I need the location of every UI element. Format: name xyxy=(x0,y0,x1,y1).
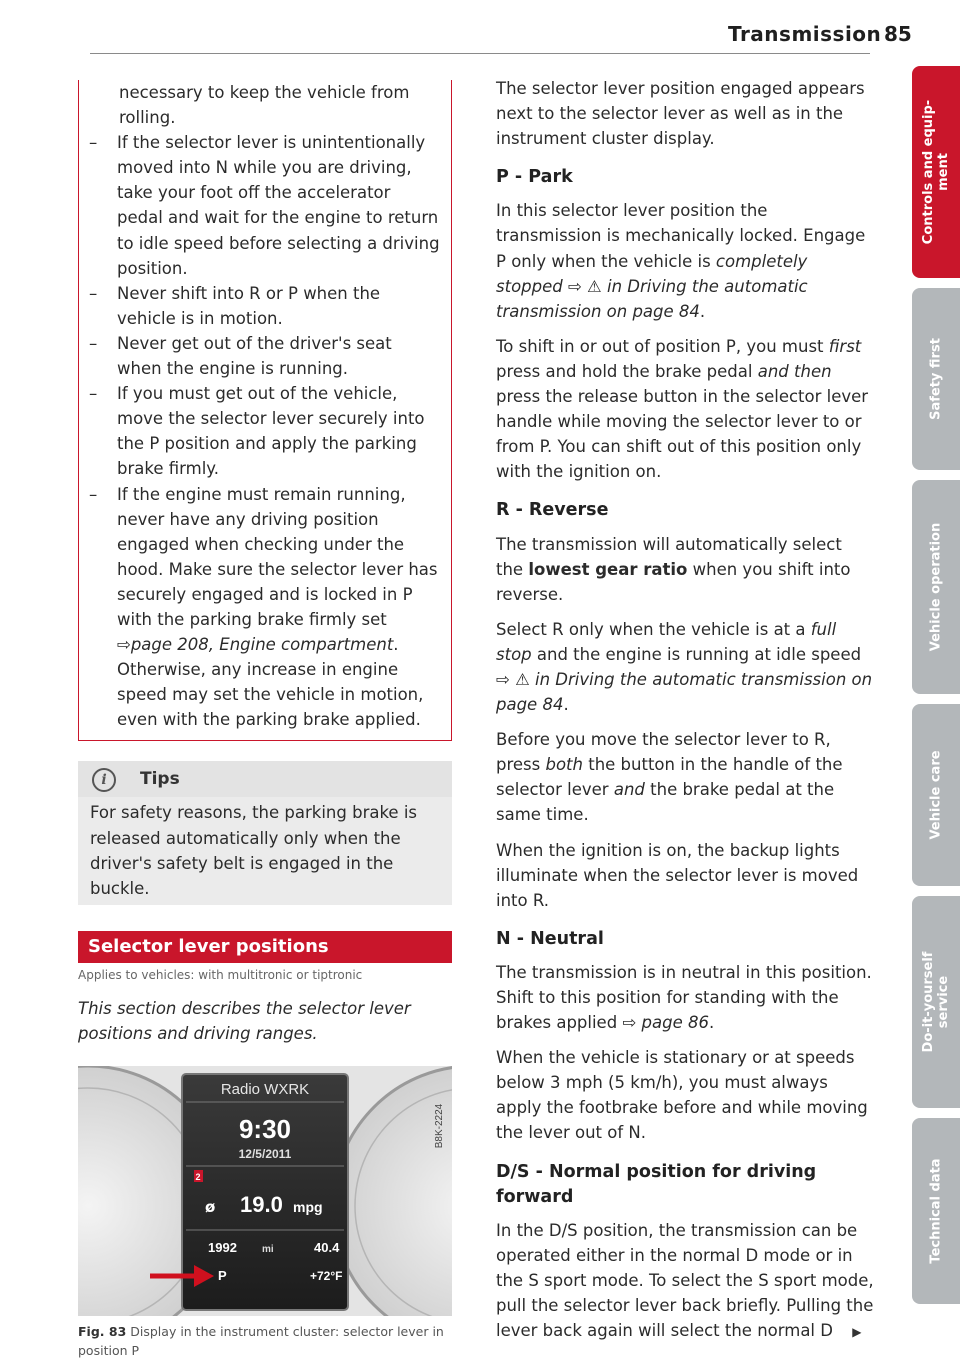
heading-reverse: R - Reverse xyxy=(496,500,609,521)
display-time: 9:30 xyxy=(238,1114,292,1144)
section-title: Selector lever positions xyxy=(78,931,452,963)
display-trip: 2 xyxy=(195,1172,201,1182)
display-gear: P xyxy=(218,1268,227,1283)
display-trip-dist: 40.4 xyxy=(314,1240,340,1255)
info-icon: i xyxy=(92,768,116,792)
tab-vehicle-operation[interactable]: Vehicle operation xyxy=(912,480,960,694)
page-header xyxy=(0,0,960,60)
tab-do-it-yourself-service[interactable]: Do-it-yourself service xyxy=(912,896,960,1108)
paragraph: Before you move the selector lever to R, press both the button in the handle of the selector lever and the brake pedal at the same time. xyxy=(496,730,843,825)
warning-item: – If the engine must remain running, never have any driving position engaged when checking under the hood. Make sure the selector lever has securely engaged and is locked in P with the parking brake firmly set ⇨page 208, Engine compartment. Otherwise, any increase in engine speed may set the vehicle in motion, even with the parking brake applied. xyxy=(89,484,438,730)
figure-caption: Fig. 83 Display in the instrument cluster: selector lever in position P xyxy=(78,1324,444,1358)
right-column xyxy=(496,76,874,1355)
left-column xyxy=(78,80,452,1360)
tab-safety-first[interactable]: Safety first xyxy=(912,288,960,470)
continue-arrow-icon: ▶ xyxy=(852,1325,862,1340)
header-rule xyxy=(90,53,870,54)
page-link[interactable]: ⇨ page 86 xyxy=(622,1013,709,1033)
tips-body: For safety reasons, the parking brake is released automatically only when the driver's safety belt is engaged in the buckle. xyxy=(78,797,452,904)
warning-item: – If the selector lever is unintentionally moved into N while you are driving, take your foot off the accelerator pedal and wait for the engine to return to idle speed before selecting a driving position. xyxy=(89,133,440,278)
cluster-illustration xyxy=(78,1066,452,1316)
applies-to: Applies to vehicles: with multitronic or tiptronic xyxy=(78,967,363,982)
tips-label: Tips xyxy=(140,769,180,790)
warning-box xyxy=(78,80,452,741)
tab-technical-data[interactable]: Technical data xyxy=(912,1118,960,1304)
warning-continuation: necessary to keep the vehicle from rolling. xyxy=(119,83,410,128)
paragraph: When the ignition is on, the backup lights illuminate when the selector lever is moved into R. xyxy=(496,840,859,910)
page-link[interactable]: page 208, Engine compartment xyxy=(130,635,394,655)
heading-neutral: N - Neutral xyxy=(496,928,604,949)
heading-drive: D/S - Normal position for driving forward xyxy=(496,1161,817,1207)
page-link[interactable]: ⇨ ⚠ in Driving the automatic transmission on page 84 xyxy=(496,669,873,715)
tab-vehicle-care[interactable]: Vehicle care xyxy=(912,704,960,886)
arrow-ref-icon: ⇨ xyxy=(117,635,131,655)
page-number: 85 xyxy=(884,22,912,46)
paragraph: When the vehicle is stationary or at speeds below 3 mph (5 km/h), you must always apply the footbrake before and while moving the lever out of N. xyxy=(496,1048,868,1143)
section-intro: This section describes the selector lever positions and driving ranges. xyxy=(78,998,411,1043)
figure-code: B8K-2224 xyxy=(434,1103,445,1149)
tips-box xyxy=(78,761,452,904)
paragraph: The selector lever position engaged appears next to the selector lever as well as in the instrument cluster display. xyxy=(496,79,865,149)
display-mpg: 19.0 xyxy=(240,1192,283,1217)
display-odo-unit: mi xyxy=(262,1244,274,1255)
display-mpg-unit: mpg xyxy=(293,1199,323,1215)
figure-instrument-cluster xyxy=(78,1066,452,1316)
paragraph: To shift in or out of position P, you must first press and hold the brake pedal and then press the release button in the selector lever handle while moving the selector lever to or from P. You can shift out of this position only with the ignition on. xyxy=(496,336,869,482)
warning-item: – Never shift into R or P when the vehicle is in motion. xyxy=(89,283,381,328)
display-date: 12/5/2011 xyxy=(238,1147,292,1161)
heading-park: P - Park xyxy=(496,167,573,188)
warning-item: – Never get out of the driver's seat when the engine is running. xyxy=(89,333,392,379)
chapter-title: Transmission xyxy=(728,22,882,46)
paragraph: In the D/S position, the transmission can be operated either in the normal D mode or in the S sport mode. To select the S sport mode, pull the selector lever back briefly. Pulling the lever back again will select the normal D ▶ xyxy=(496,1220,874,1341)
display-avg-symbol: ø xyxy=(205,1198,216,1216)
display-odo: 1992 xyxy=(208,1240,237,1255)
paragraph: In this selector lever position the transmission is mechanically locked. Engage P only when the vehicle is completely stopped ⇨ ⚠ in Driving the automatic transmission on page 84. xyxy=(496,201,866,321)
tab-controls-and-equipment[interactable]: Controls and equip- ment xyxy=(912,66,960,278)
paragraph: Select R only when the vehicle is at a full stop and the engine is running at idle speed ⇨ ⚠ in Driving the automatic transmission on page 84. xyxy=(496,619,873,715)
paragraph: The transmission will automatically select the lowest gear ratio when you shift into reverse. xyxy=(496,534,851,604)
page-link[interactable]: ⇨ ⚠ in Driving the automatic transmission on page 84 xyxy=(496,276,808,321)
tips-header xyxy=(78,761,452,797)
warning-item: – If you must get out of the vehicle, move the selector lever securely into the P position and apply the parking brake firmly. xyxy=(89,384,425,479)
paragraph: The transmission is in neutral in this position. Shift to this position for standing with the brakes applied ⇨ page 86. xyxy=(496,962,872,1033)
display-radio: Radio WXRK xyxy=(220,1081,310,1098)
display-temp: +72°F xyxy=(310,1269,343,1283)
